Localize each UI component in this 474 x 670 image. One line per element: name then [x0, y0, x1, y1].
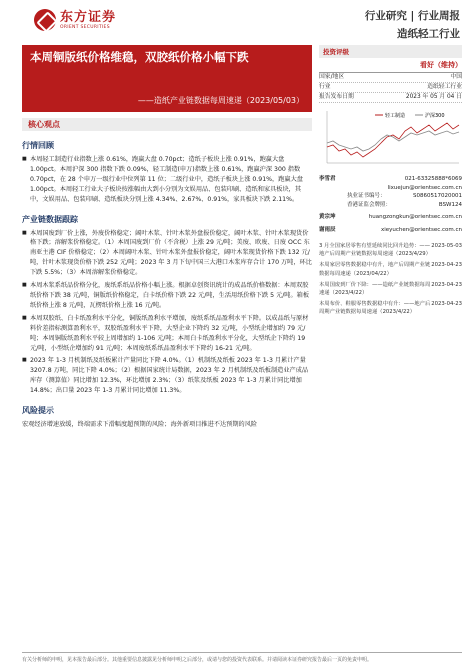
chain-para-pulp: ■ 本周国废到厂价上涨，外废价格稳定；阔叶木浆、针叶木浆外盘报价稳定，阔叶木浆、针叶木浆现货价格下跌；溶解浆价格稳定。（1）本周国废到厂价（不含税）上涨 29 元/吨；美废、欧废、日废 OCC 东南亚主港 CIF 价格稳定；（2）本周阔叶木浆、针叶木浆外盘报价稳定，阔叶木浆现货价格下跌 132 元/吨，针叶木浆现货价格下跌 252 元/吨；2023 年 3 月下旬中国三大港口木浆库存合计 170 万吨，环比下跌 5.5%；（3）本周溶解浆价格稳定。: [22, 229, 312, 279]
related-report-item[interactable]: 3 月全国家居零售有望延续同比回升趋势：——地产后周期产业链数据每周速递（2023/4/29） 2023-05-03: [319, 243, 462, 258]
risk-text: 宏观经济增速放缓，终端需求下滑幅度超预期的风险；海外新项目推进不达预期的风险: [22, 421, 258, 429]
legend-light: 轻工制造: [385, 113, 406, 119]
chain-data-heading: 产业链数据跟踪: [22, 214, 78, 224]
sidebar: [319, 45, 462, 320]
market-review-para: ■ 本周轻工制造行业指数上涨 0.61%，跑赢大盘 0.70pct；造纸子板块上涨 0.91%，跑赢大盘 1.00pct。本周沪深 300 指数下跌 0.09%，轻工制造(申万)指数上涨 0.61%，跑赢沪深 300 指数 0.70pct，在 28 个申万一级行业中位列第 11 位；二级行业中，造纸子板块上涨 0.91%，跑赢大盘 1.00pct。本周轻工行业大子板块按涨幅由大到小分别为文娱用品、包装印刷、造纸和家具板块，其中，文娱用品、包装印刷、造纸板块分别上涨 4.34%、2.67%、0.91%，家具板块下跌 2.11%。: [22, 155, 312, 205]
info-row: 行业 造纸轻工行业: [319, 83, 462, 93]
index-performance-chart: [319, 107, 462, 171]
info-row: 报告发布日期 2023 年 05 月 04 日: [319, 93, 462, 103]
industry-name: 造纸轻工行业: [397, 28, 460, 40]
report-title: 本周铜版纸价格维稳，双胶纸价格小幅下跌: [30, 50, 249, 64]
logo-icon: [34, 9, 56, 31]
risk-heading: 风险提示: [22, 406, 54, 416]
core-view-tag: 核心观点: [22, 118, 312, 131]
analyst-block: 谢雨辰 xieyuchen@orientsec.com.cn: [319, 226, 462, 233]
series-line-hs300: [327, 131, 459, 151]
analyst-block: 黄宗坤 huangzongkun@orientsec.com.cn: [319, 214, 462, 220]
logo-en: ORIENT SECURITIES: [60, 24, 110, 30]
info-row: 国家/地区 中国: [319, 73, 462, 83]
page-header: [0, 0, 474, 44]
company-logo: [34, 9, 116, 31]
report-subtitle: ——造纸产业链数据每周速递（2023/05/03）: [137, 96, 304, 105]
related-report-item[interactable]: 本周国废到厂价下降：——造纸产业链数据每周速递（2023/4/22） 2023-04-23: [319, 281, 462, 297]
chain-para-output: ■ 2023 年 1-3 月机制纸及纸板累计产量同比下降 4.0%。（1）机制纸及纸板 2023 年 1-3 月累计产量 3207.8 万吨，同比下降 4.0%；（2）根据国家统计局数据，2023 年 2 月机制纸及纸板制造业产成品库存（测算值）同比增加 12.3%，环比增加 2.3%；（3）纸浆及纸板 2023 年 1-3 月累计同比增加 14.8%；出口量 2023 年 1-3 月累计同比增加 11.3%。: [22, 356, 312, 396]
title-banner: [22, 45, 312, 112]
analyst-block: 李雪君 021-63325888*6069 lixuejun@orientsec.com.cn 执业证书编号： S0860517020001 香港证监会牌照： BSW124: [319, 176, 462, 208]
chain-para-profit: ■ 本周双胶纸、白卡纸盈利水平分化，铜版纸盈利水平增加，废纸系纸品盈利水平下降。以成品纸与原材料价差指标测算盈利水平，双胶纸盈利水平下降，大型企业下降约 32 元/吨，小型纸企增加约 79 元/吨；本周铜版纸盈利水平较上周增加约 1-106 元/吨；本周白卡纸盈利水平分化，大型纸企下降约 19 元/吨，小型纸企增加约 91 元/吨；本周废纸系纸品盈利水平下降约 16-21 元/吨。: [22, 314, 312, 354]
related-report-item[interactable]: 本周家居零售数据稳中有升，地产后周期产业链数据每周速递（2023/04/22） 2023-04-23: [319, 262, 462, 277]
main-content: [22, 114, 312, 430]
invest-rating-tag: 投资评级: [319, 45, 462, 58]
market-review-heading: 行情回顾: [22, 141, 54, 150]
disclaimer-text: 有关分析师的申明，见本报告最后部分。其他重要信息披露见分析师申明之后部分，或请与您的投资代表联系。并请阅读本证券研究报告最后一页的免责申明。: [22, 657, 373, 663]
chain-para-paper-price: ■ 本周木浆系纸品价格分化，废纸系纸品价格小幅上涨。根据卓创资讯统计的成品纸价格数据：本周双胶纸价格下跌 38 元/吨，铜版纸价格稳定，白卡纸价格下跌 22 元/吨，生活用纸价格下跌 5 元/吨。箱板纸价格上涨 8 元/吨，瓦楞纸价格上涨 16 元/吨。: [22, 281, 312, 311]
legend-hs300: 沪深300: [425, 113, 445, 119]
logo-cn: 东方证券: [60, 9, 117, 25]
related-reports: [319, 242, 462, 317]
page-footer: [22, 652, 462, 663]
rating-value: 看好（维持）: [319, 60, 462, 73]
series-line-light: [327, 123, 459, 157]
related-report-item[interactable]: 本周布价、鞋服零售数据稳中有升：——地产后周期产业链数据每周速递（2023/4/22） 2023-04-23: [319, 301, 462, 316]
report-type: 行业研究 | 行业周报: [364, 10, 460, 22]
